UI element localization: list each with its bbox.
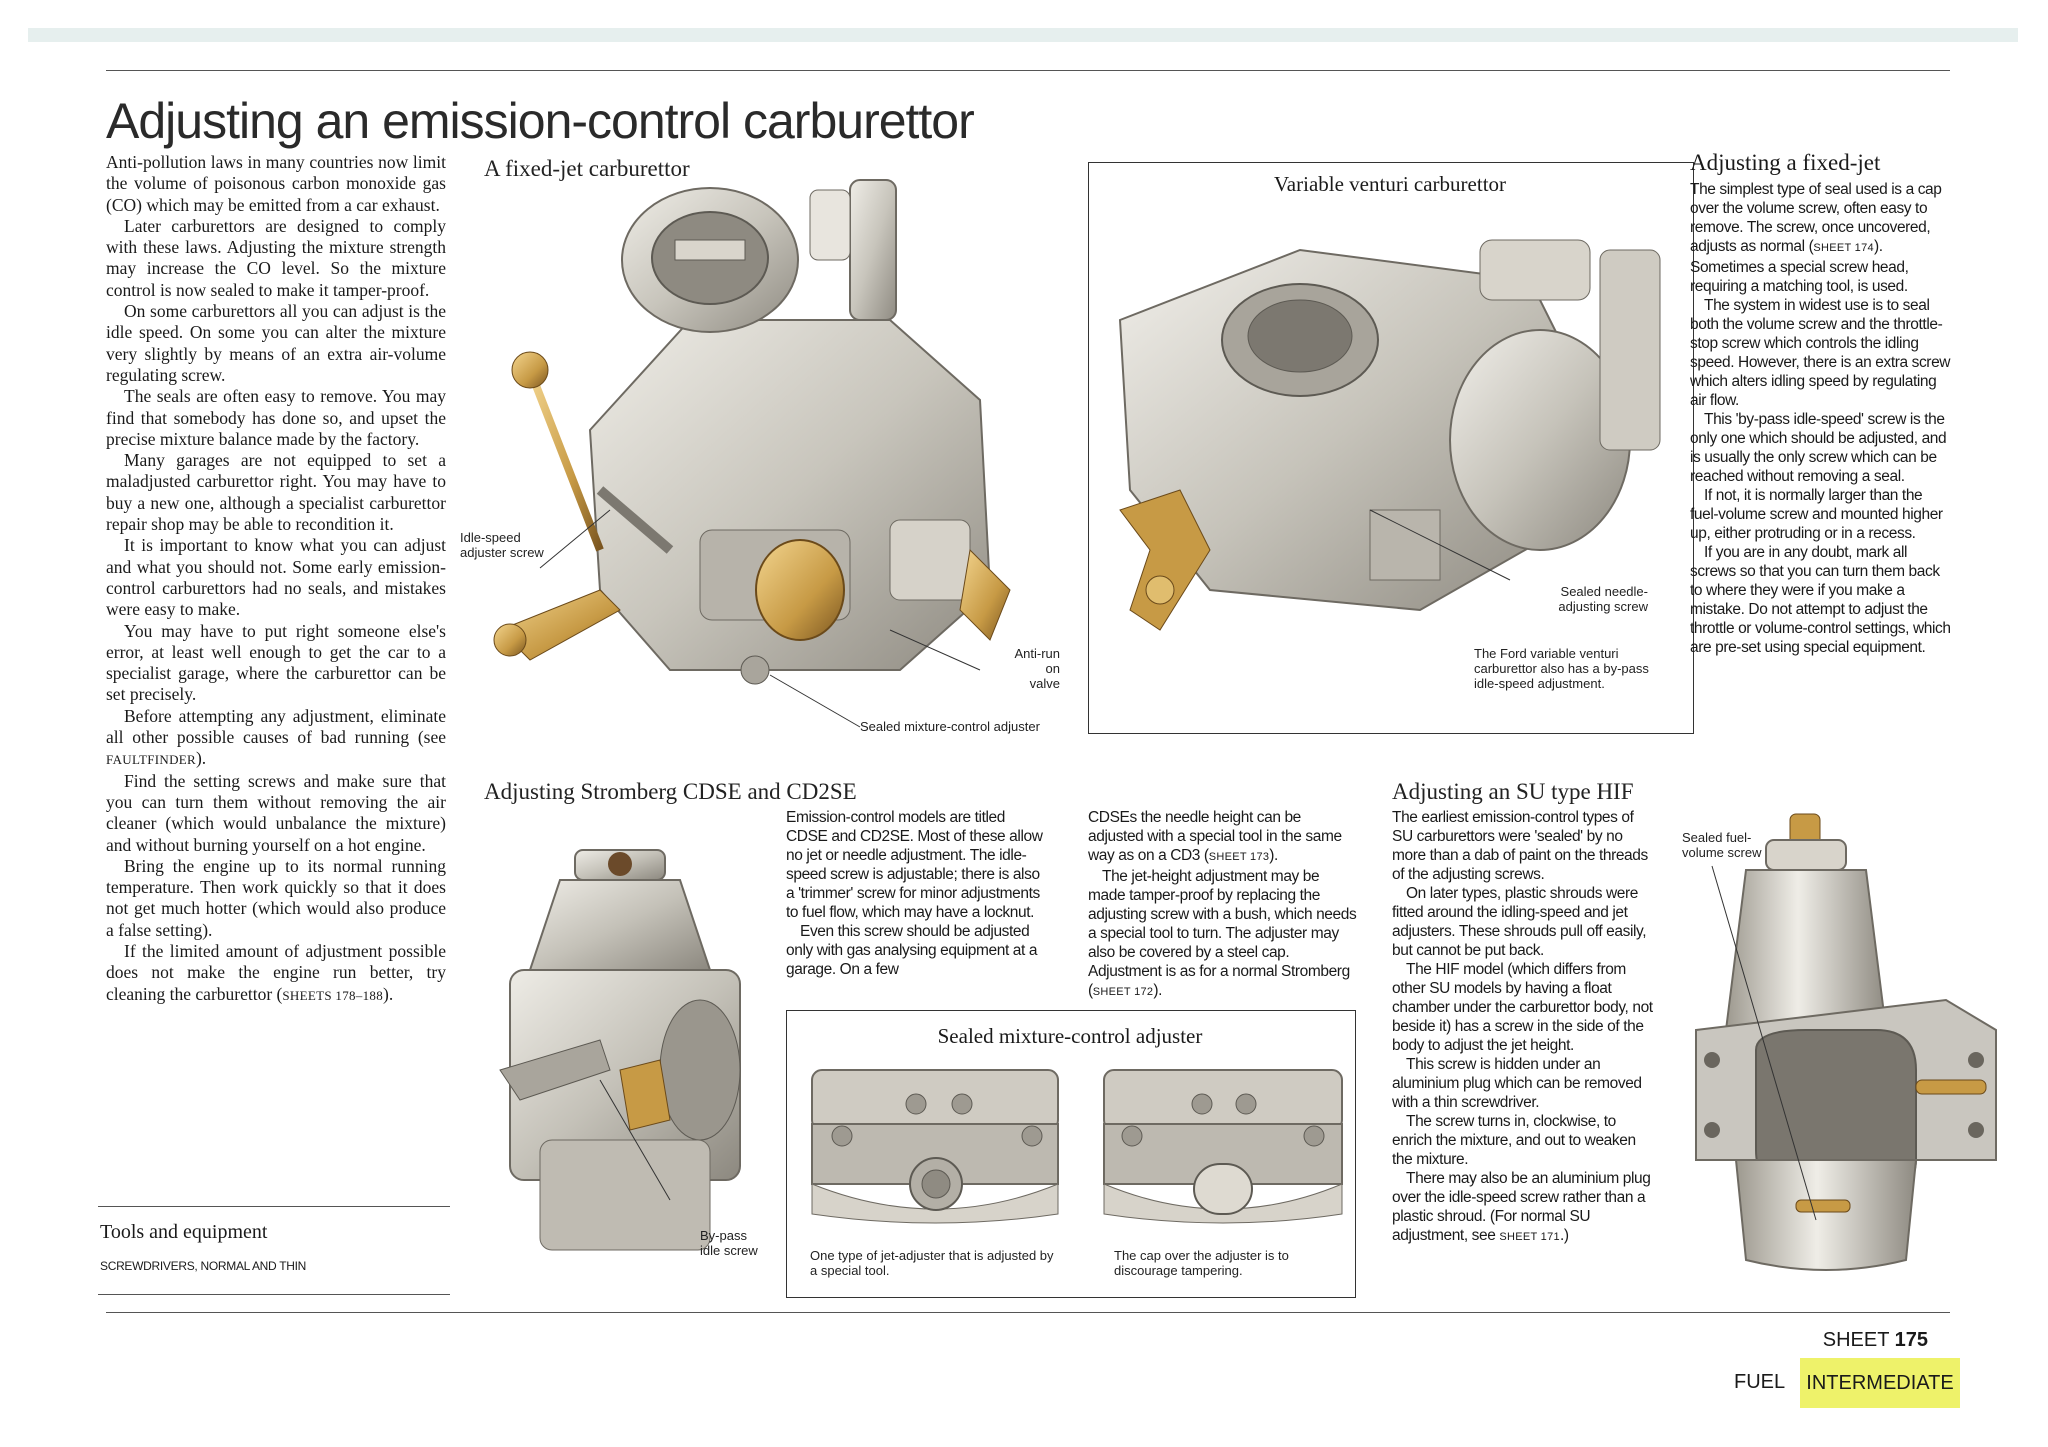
intro-text (106, 152, 446, 1006)
intro-paragraph: On some carburettors all you can adjust is the idle speed. On some you can alter the mixture very slightly by means of an extra air-volume regulating screw. (106, 301, 446, 385)
sealed-cap-caption: The cap over the adjuster is to discourage tampering. (1114, 1248, 1289, 1278)
body-text-part: The jet-height adjustment may be made tamper-proof by replacing the adjusting screw with a bush, which needs a special tool to turn. The adjuster may also be covered by a steel cap. Adjustment is as for a normal Stromberg ( (1088, 868, 1357, 999)
body-paragraph: This 'by-pass idle-speed' screw is the only one which should be adjusted, and is usually the only screw which can be reached without removing a seal. (1690, 411, 1947, 485)
cross-reference: SHEET 173 (1208, 851, 1270, 863)
top-band (28, 28, 2018, 42)
intro-paragraph: Find the setting screws and make sure that you can turn them without removing the air cleaner (which would unbalance the mixture) and without burning yourself on a hot engine. (106, 770, 446, 855)
stromberg-text-col1 (786, 808, 1048, 979)
body-paragraph (1392, 1169, 1656, 1247)
body-paragraph: The screw turns in, clockwise, to enrich the mixture, and out to weaken the mixture. (1392, 1113, 1636, 1168)
stromberg-heading: Adjusting Stromberg CDSE and CD2SE (484, 779, 857, 804)
footer-rule (106, 1312, 1950, 1313)
body-paragraph: The earliest emission-control types of SU carburettors were 'sealed' by no more than a dab of paint on the threads of the adjusting screws. (1392, 809, 1648, 883)
variable-venturi-caption: The Ford variable venturi carburettor also has a by-pass idle-speed adjustment. (1474, 646, 1649, 691)
body-paragraph: The HIF model (which differs from other SU models by having a float chamber under the carburettor body, not beside it) has a screw in the side of the body to adjust the jet height. (1392, 961, 1653, 1054)
intro-paragraph: The seals are often easy to remove. You may find that somebody has done so, and upset the precise mixture balance made by the factory. (106, 386, 446, 449)
tools-list: SCREWDRIVERS, NORMAL AND THIN (100, 1259, 306, 1273)
section-label: FUEL (1734, 1371, 1786, 1393)
body-text-part: .) (1559, 1227, 1569, 1244)
tools-rule-top (98, 1206, 450, 1207)
cross-reference: SHEET 172 (1092, 986, 1154, 998)
stromberg-text-col2 (1088, 808, 1360, 1002)
body-paragraph (1088, 808, 1360, 867)
sealed-adjuster-heading: Sealed mixture-control adjuster (937, 1024, 1203, 1048)
body-text-part: CDSEs the needle height can be adjusted with a special tool in the same way as on a CD3 ( (1088, 809, 1342, 864)
tools-heading: Tools and equipment (100, 1221, 268, 1243)
fixed-jet-heading: A fixed-jet carburettor (484, 156, 690, 181)
intro-paragraph: It is important to know what you can adjust and what you should not. Some early emission-control carburettors had no seals, and mistakes were easy to make. (106, 535, 446, 620)
sealed-cap-illustration (1098, 1064, 1348, 1234)
intro-paragraph: Later carburettors are designed to comply with these laws. Adjusting the mixture strength may increase the CO level. So the mixture control is now sealed to make it tamper-proof. (106, 215, 446, 300)
intro-paragraph: Many garages are not equipped to set a maladjusted carburettor right. You may have to buy a new one, although a specialist carburettor repair shop may be able to recondition it. (106, 450, 446, 535)
fixed-jet-text-heading: Adjusting a fixed-jet (1690, 150, 1881, 175)
fixed-jet-text (1690, 180, 1952, 657)
intro-paragraph (106, 941, 446, 1006)
label-bypass-idle-screw: By-pass idle screw (700, 1228, 758, 1258)
stromberg-carburettor-illustration (480, 840, 780, 1280)
label-sealed-mixture-adjuster: Sealed mixture-control adjuster (860, 719, 1040, 734)
label-idle-speed-adjuster: Idle-speed adjuster screw (460, 530, 544, 560)
su-heading: Adjusting an SU type HIF (1392, 779, 1634, 804)
intro-text-part: If the limited amount of adjustment possible does not make the engine run better, try cleaning the carburettor ( (106, 940, 446, 1004)
body-text-part: ). (1269, 847, 1278, 864)
intro-paragraph: Bring the engine up to its normal running temperature. Then work quickly so that it does not get much hotter (which would also produce a false setting). (106, 855, 446, 940)
cross-reference: SHEET 171 (1499, 1231, 1560, 1243)
sheet-word: SHEET (1822, 1329, 1890, 1351)
body-paragraph: If you are in any doubt, mark all screws so that you can turn them back to where they were if you make a mistake. Do not attempt to adjust the throttle or volume-control settings, which are pre-set using special equipment. (1690, 544, 1951, 656)
label-sealed-needle-screw: Sealed needle-adjusting screw (1558, 584, 1648, 614)
body-paragraph: Emission-control models are titled CDSE and CD2SE. Most of these allow no jet or needle adjustment. The idle-speed screw is adjustable; there is also a 'trimmer' screw for minor adjustments to fuel flow, which may have a locknut. (786, 809, 1043, 921)
cross-reference: SHEETS 178–188 (282, 987, 383, 1003)
body-paragraph: On later types, plastic shrouds were fitted around the idling-speed and jet adjusters. These shrouds pull off easily, but cannot be put back. (1392, 885, 1647, 959)
cross-reference: SHEET 174 (1813, 242, 1874, 254)
header-rule (106, 70, 1950, 71)
jet-adjuster-caption: One type of jet-adjuster that is adjusted by a special tool. (810, 1248, 1054, 1278)
intro-text-part: ). (195, 748, 207, 769)
intro-text-part: ). (383, 983, 394, 1004)
intro-paragraph (106, 706, 446, 771)
intro-paragraph: Anti-pollution laws in many countries now limit the volume of poisonous carbon monoxide gas (CO) which may be emitted from a car exhaust. (106, 152, 446, 215)
body-text-part: ). Sometimes a special screw head, requiring a matching tool, is used. (1690, 238, 1909, 295)
page-title: Adjusting an emission-control carburettor (106, 93, 974, 149)
body-text-part: The simplest type of seal used is a cap over the volume screw, often easy to remove. The screw, once uncovered, adjusts as normal ( (1690, 181, 1942, 255)
body-paragraph: The system in widest use is to seal both the volume screw and the throttle-stop screw which controls the idling speed. However, there is an extra screw which alters idling speed by regulating air flow. (1690, 297, 1951, 409)
body-paragraph (1690, 180, 1952, 296)
body-text-part: There may also be an aluminium plug over the idle-speed screw rather than a plastic shroud. (For normal SU adjustment, see (1392, 1170, 1651, 1244)
label-sealed-fuel-volume-screw: Sealed fuel-volume screw (1682, 830, 1762, 860)
variable-venturi-heading: Variable venturi carburettor (1273, 172, 1507, 196)
tools-rule-bottom (98, 1294, 450, 1295)
sheet-number: 175 (1894, 1329, 1928, 1351)
su-text (1392, 808, 1656, 1247)
body-paragraph (1088, 867, 1360, 1002)
difficulty-level-badge: INTERMEDIATE (1800, 1358, 1960, 1408)
intro-paragraph: You may have to put right someone else's error, at least well enough to get the car to a specialist garage, where the carburettor can be set precisely. (106, 620, 446, 705)
body-paragraph: If not, it is normally larger than the fuel-volume screw and mounted higher up, either protruding or in a recess. (1690, 487, 1943, 542)
fixed-jet-carburettor-illustration (470, 170, 1070, 765)
sheet-number-label (1823, 1329, 1928, 1352)
body-paragraph: This screw is hidden under an aluminium plug which can be removed with a thin screwdriver. (1392, 1056, 1642, 1111)
body-text-part: ). (1153, 982, 1163, 999)
cross-reference: FAULTFINDER (106, 752, 196, 768)
jet-adjuster-illustration (806, 1064, 1066, 1234)
body-paragraph: Even this screw should be adjusted only with gas analysing equipment at a garage. On a few (786, 923, 1038, 978)
su-hif-carburettor-illustration (1676, 800, 2006, 1290)
label-anti-run-on-valve: Anti-run on valve (1014, 646, 1060, 691)
intro-text-part: Before attempting any adjustment, eliminate all other possible causes of bad running (see (106, 705, 446, 748)
